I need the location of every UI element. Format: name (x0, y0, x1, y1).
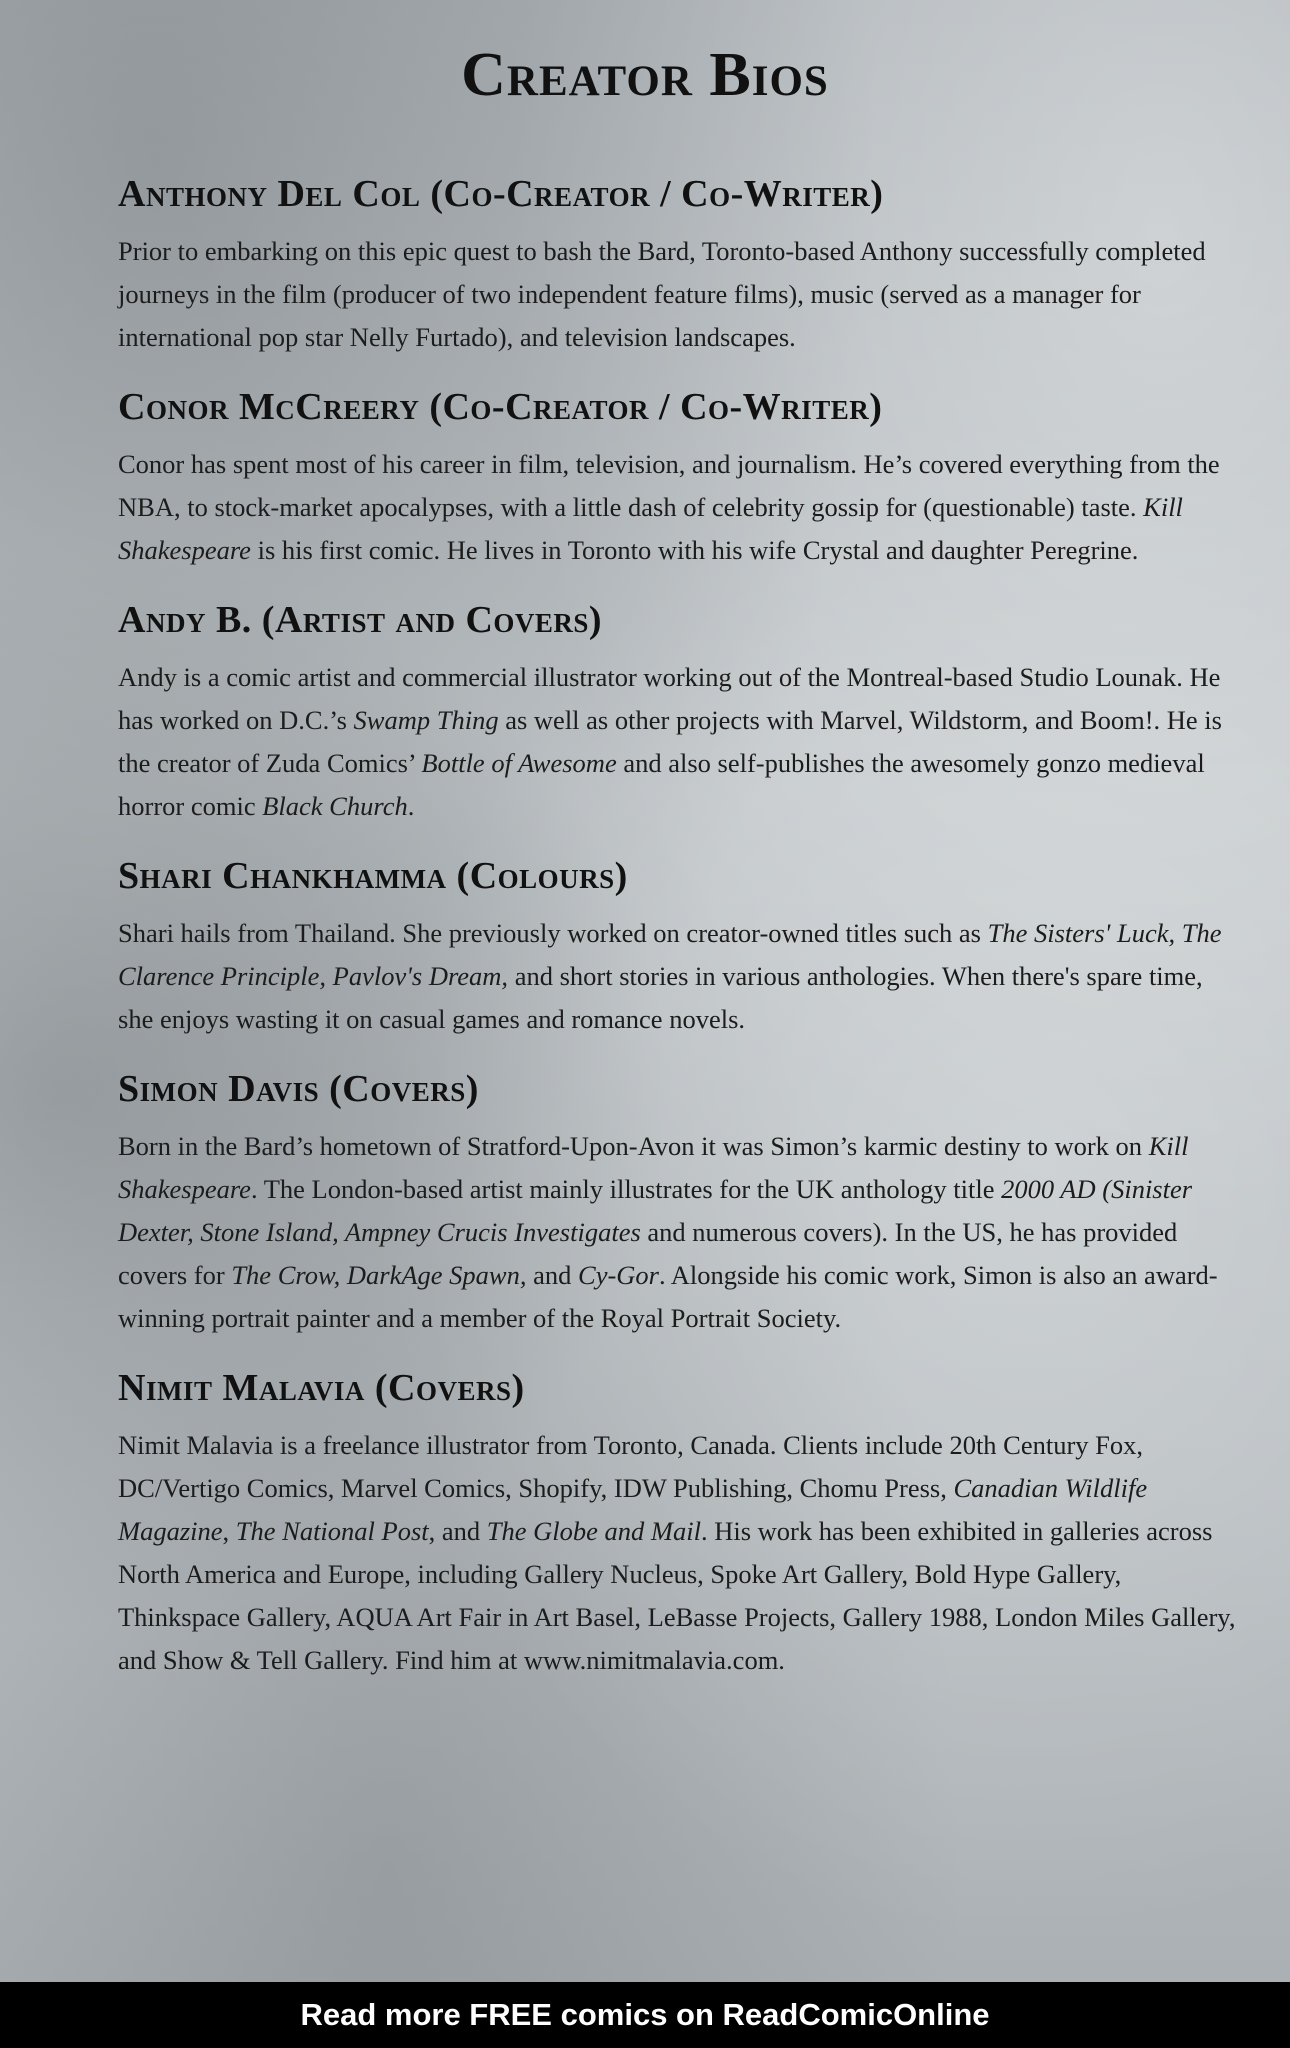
bio-section (118, 1067, 1238, 1340)
bio-section (118, 172, 1238, 359)
bio-section (118, 598, 1238, 828)
page-title: Creator Bios (461, 41, 829, 109)
bio-text-run: Shari hails from Thailand. She previously worked on creator-owned titles such as (118, 918, 988, 948)
bio-text-run: , and (428, 1516, 487, 1546)
bio-title-italic: Canadian Wildlife Magazine (118, 1473, 1148, 1546)
bio-text-run: and (526, 1260, 579, 1290)
bio-text-run: and numerous covers). In the US, he has provided covers for (118, 1217, 1178, 1290)
bio-text-run: . The London-based artist mainly illustrates for the UK anthology title (250, 1174, 1002, 1204)
bio-text-run: as well as other projects with Marvel, Wildstorm, and Boom!. He is the creator of Zuda Comics’ (118, 705, 1222, 778)
bio-text-run: Prior to embarking on this epic quest to bash the Bard, Toronto-based Anthony successfully completed journeys in the film (producer of two independent feature films), music (served as a manager for international pop star Nelly Furtado), and television landscapes. (118, 236, 1206, 352)
bio-text-run: and also self-publishes the awesomely gonzo medieval horror comic (118, 748, 1205, 821)
bio-section (118, 385, 1238, 572)
bio-title-italic: Black Church (262, 791, 408, 821)
bio-text (118, 656, 1238, 828)
bio-text (118, 912, 1238, 1041)
bio-text-run: and short stories in various anthologies. When there's spare time, she enjoys wasting it on casual games and romance novels. (118, 961, 1203, 1034)
bio-text-run: . Alongside his comic work, Simon is also an award-winning portrait painter and a member of the Royal Portrait Society. (118, 1260, 1218, 1333)
bio-text-run: , (222, 1516, 236, 1546)
bio-text (118, 230, 1238, 359)
bio-title-italic: 2000 AD (Sinister Dexter, Stone Island, Ampney Crucis Investigates (118, 1174, 1193, 1247)
bio-title-italic: The National Post (235, 1516, 429, 1546)
bio-heading: Conor McCreery (Co-Creator / Co-Writer) (118, 386, 883, 428)
bio-text-run: . His work has been exhibited in galleries across North America and Europe, including Gallery Nucleus, Spoke Art Gallery, Bold Hype Gallery, Thinkspace Gallery, AQUA Art Fair in Art Basel, LeBasse Projects, Gallery 1988, London Miles Gallery, and Show & Tell Gallery. Find him at www.nimitmalavia.com. (118, 1516, 1236, 1675)
bio-text-run: Nimit Malavia is a freelance illustrator from Toronto, Canada. Clients include 20th Century Fox, DC/Vertigo Comics, Marvel Comics, Shopify, IDW Publishing, Chomu Press, (118, 1430, 1144, 1503)
bio-text-run: Conor has spent most of his career in film, television, and journalism. He’s covered everything from the NBA, to stock-market apocalypses, with a little dash of celebrity gossip for (questionable) taste. (118, 449, 1220, 522)
bio-section (118, 854, 1238, 1041)
bio-heading: Simon Davis (Covers) (118, 1068, 479, 1110)
bio-section (118, 1366, 1238, 1682)
bio-title-italic: Bottle of Awesome (421, 748, 617, 778)
bio-text-run: is his first comic. He lives in Toronto with his wife Crystal and daughter Peregrine. (250, 535, 1139, 565)
bio-title-italic: The Sisters' Luck, The Clarence Principle, Pavlov's Dream, (118, 918, 1222, 991)
bio-text-run: Andy is a comic artist and commercial illustrator working out of the Montreal-based Studio Lounak. He has worked on D.C.’s (118, 662, 1221, 735)
bio-title-italic: Swamp Thing (353, 705, 499, 735)
bio-title-italic: The Crow, DarkAge Spawn, (231, 1260, 527, 1290)
bio-heading: Shari Chankhamma (Colours) (118, 855, 628, 897)
bio-heading: Andy B. (Artist and Covers) (118, 599, 603, 641)
bio-title-italic: Cy-Gor (578, 1260, 659, 1290)
bio-text (118, 443, 1238, 572)
bio-heading: Nimit Malavia (Covers) (118, 1367, 525, 1409)
bio-text-run: . (407, 791, 415, 821)
promo-footer-link[interactable]: Read more FREE comics on ReadComicOnline (0, 1982, 1290, 2048)
bios-container (118, 172, 1238, 1708)
bio-text (118, 1424, 1238, 1682)
bio-title-italic: The Globe and Mail (486, 1516, 701, 1546)
bio-text-run: Born in the Bard’s hometown of Stratford-Upon-Avon it was Simon’s karmic destiny to work on (118, 1131, 1149, 1161)
bio-title-italic: Kill Shakespeare (118, 1131, 1189, 1204)
bio-title-italic: Kill Shakespeare (118, 492, 1183, 565)
bio-text (118, 1125, 1238, 1340)
bio-heading: Anthony Del Col (Co-Creator / Co-Writer) (118, 173, 884, 215)
